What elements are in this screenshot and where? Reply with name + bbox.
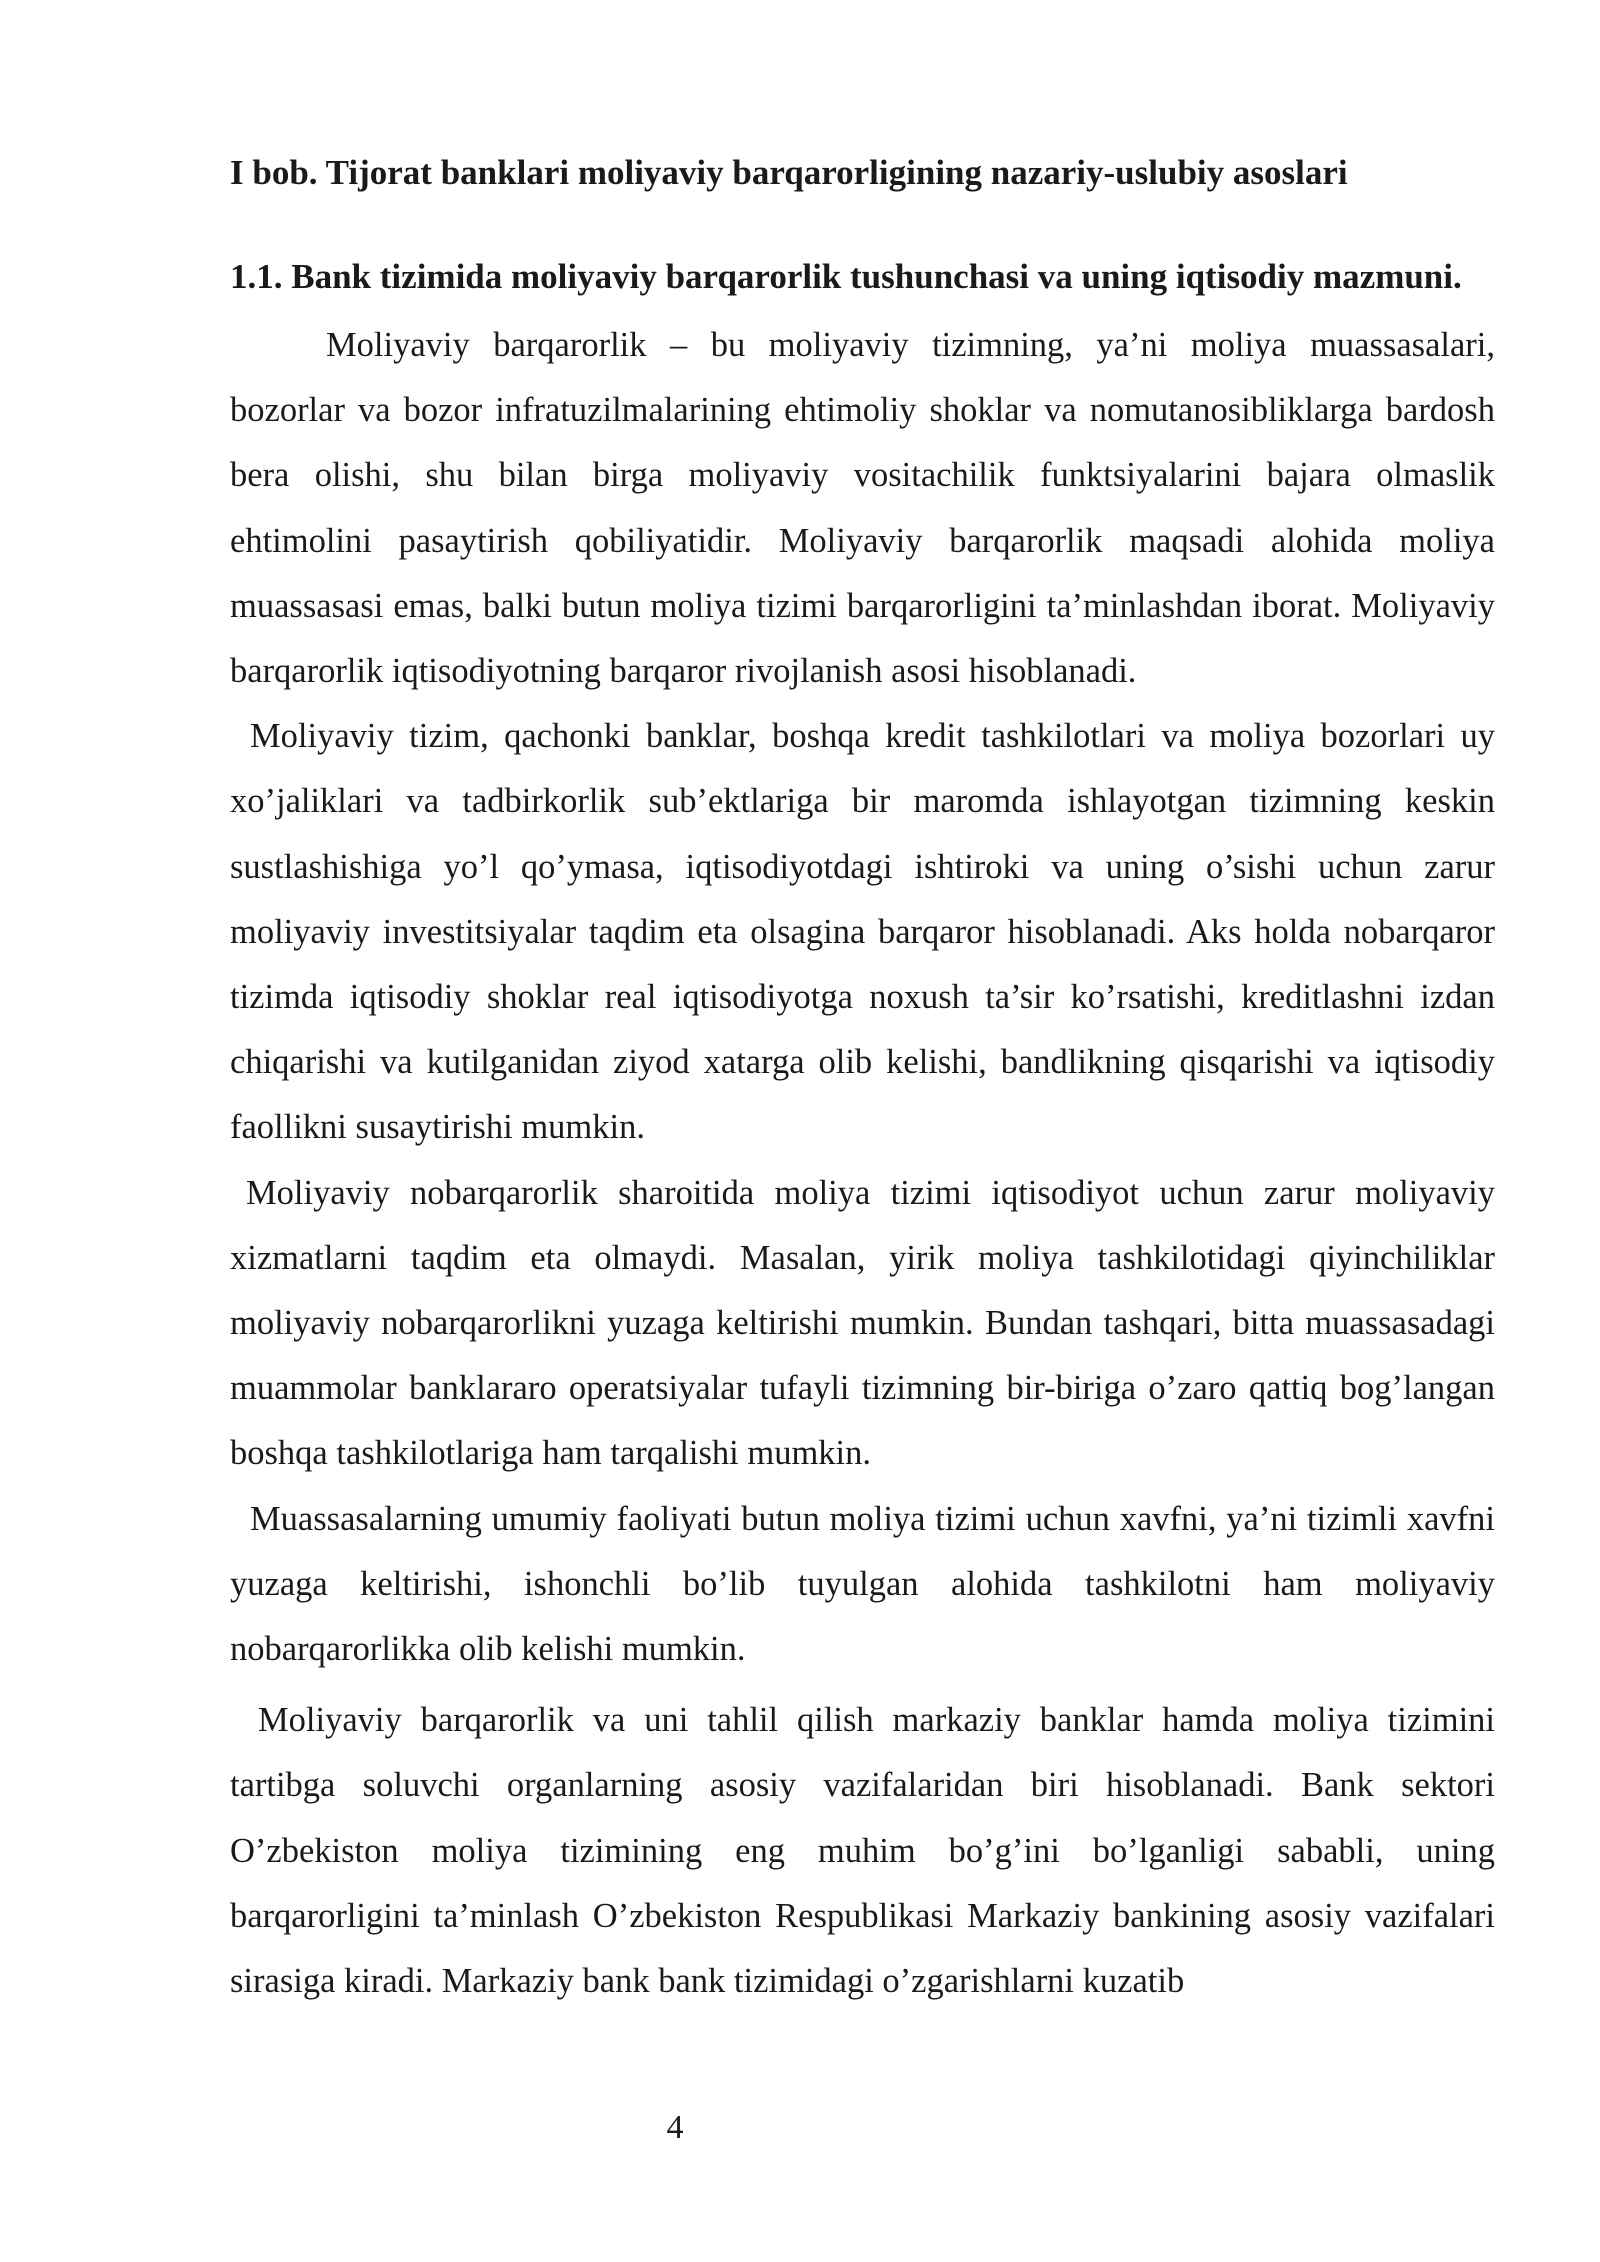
paragraph: Moliyaviy nobarqarorlik sharoitida moliya tizimi iqtisodiyot uchun zarur moliyaviy xizmatlarni taqdim eta olmaydi. Masalan, yirik moliya tashkilotidagi qiyinchiliklar moliyaviy nobarqarorlikni yuzaga keltirishi mumkin. Bundan tashqari, bitta muassasadagi muammolar banklararo operatsiyalar tufayli tizimning bir-biriga o’zaro qattiq bog’langan boshqa tashkilotlariga ham tarqalishi mumkin. bbox=[230, 1173, 1495, 1473]
chapter-title: I bob. Tijorat banklari moliyaviy barqarorligining nazariy-uslubiy asoslari bbox=[230, 153, 1348, 192]
paragraph: Moliyaviy tizim, qachonki banklar, boshqa kredit tashkilotlari va moliya bozorlari uy xo’jaliklari va tadbirkorlik sub’ektlariga bir maromda ishlayotgan tizimning keskin sustlashishiga yo’l qo’ymasa, iqtisodiyotdagi ishtiroki va uning o’sishi uchun zarur moliyaviy investitsiyalar taqdim eta olsagina barqaror hisoblanadi. Aks holda nobarqaror tizimda iqtisodiy shoklar real iqtisodiyotga noxush ta’sir ko’rsatishi, kreditlashni izdan chiqarishi va kutilganidan ziyod xatarga olib kelishi, bandlikning qisqarishi va iqtisodiy faollikni susaytirishi mumkin. bbox=[230, 717, 1495, 1147]
section-title: 1.1. Bank tizimida moliyaviy barqarorlik tushunchasi va uning iqtisodiy mazmuni. bbox=[230, 257, 1462, 296]
paragraph: Moliyaviy barqarorlik va uni tahlil qilish markaziy banklar hamda moliya tizimini tartibga soluvchi organlarning asosiy vazifalaridan biri hisoblanadi. Bank sektori O’zbekiston moliya tizimining eng muhim bo’g’ini bo’lganligi sababli, uning barqarorligini ta’minlash O’zbekiston Respublikasi Markaziy bankining asosiy vazifalari sirasiga kiradi. Markaziy bank bank tizimidagi o’zgarishlarni kuzatib bbox=[230, 1701, 1495, 2001]
paragraph: Moliyaviy barqarorlik – bu moliyaviy tizimning, ya’ni moliya muassasalari, bozorlar va bozor infratuzilmalarining ehtimoliy shoklar va nomutanosibliklarga bardosh bera olishi, shu bilan birga moliyaviy vositachilik funktsiyalarini bajara olmaslik ehtimolini pasaytirish qobiliyatidir. Moliyaviy barqarorlik maqsadi alohida moliya muassasasi emas, balki butun moliya tizimi barqarorligini ta’minlashdan iborat. Moliyaviy barqarorlik iqtisodiyotning barqaror rivojlanish asosi hisoblanadi. bbox=[230, 326, 1495, 691]
paragraph: Muassasalarning umumiy faoliyati butun moliya tizimi uchun xavfni, ya’ni tizimli xavfni yuzaga keltirishi, ishonchli bo’lib tuyulgan alohida tashkilotni ham moliyaviy nobarqarorlikka olib kelishi mumkin. bbox=[230, 1499, 1495, 1669]
page-number: 4 bbox=[666, 2109, 684, 2146]
document-page bbox=[230, 140, 1495, 2014]
